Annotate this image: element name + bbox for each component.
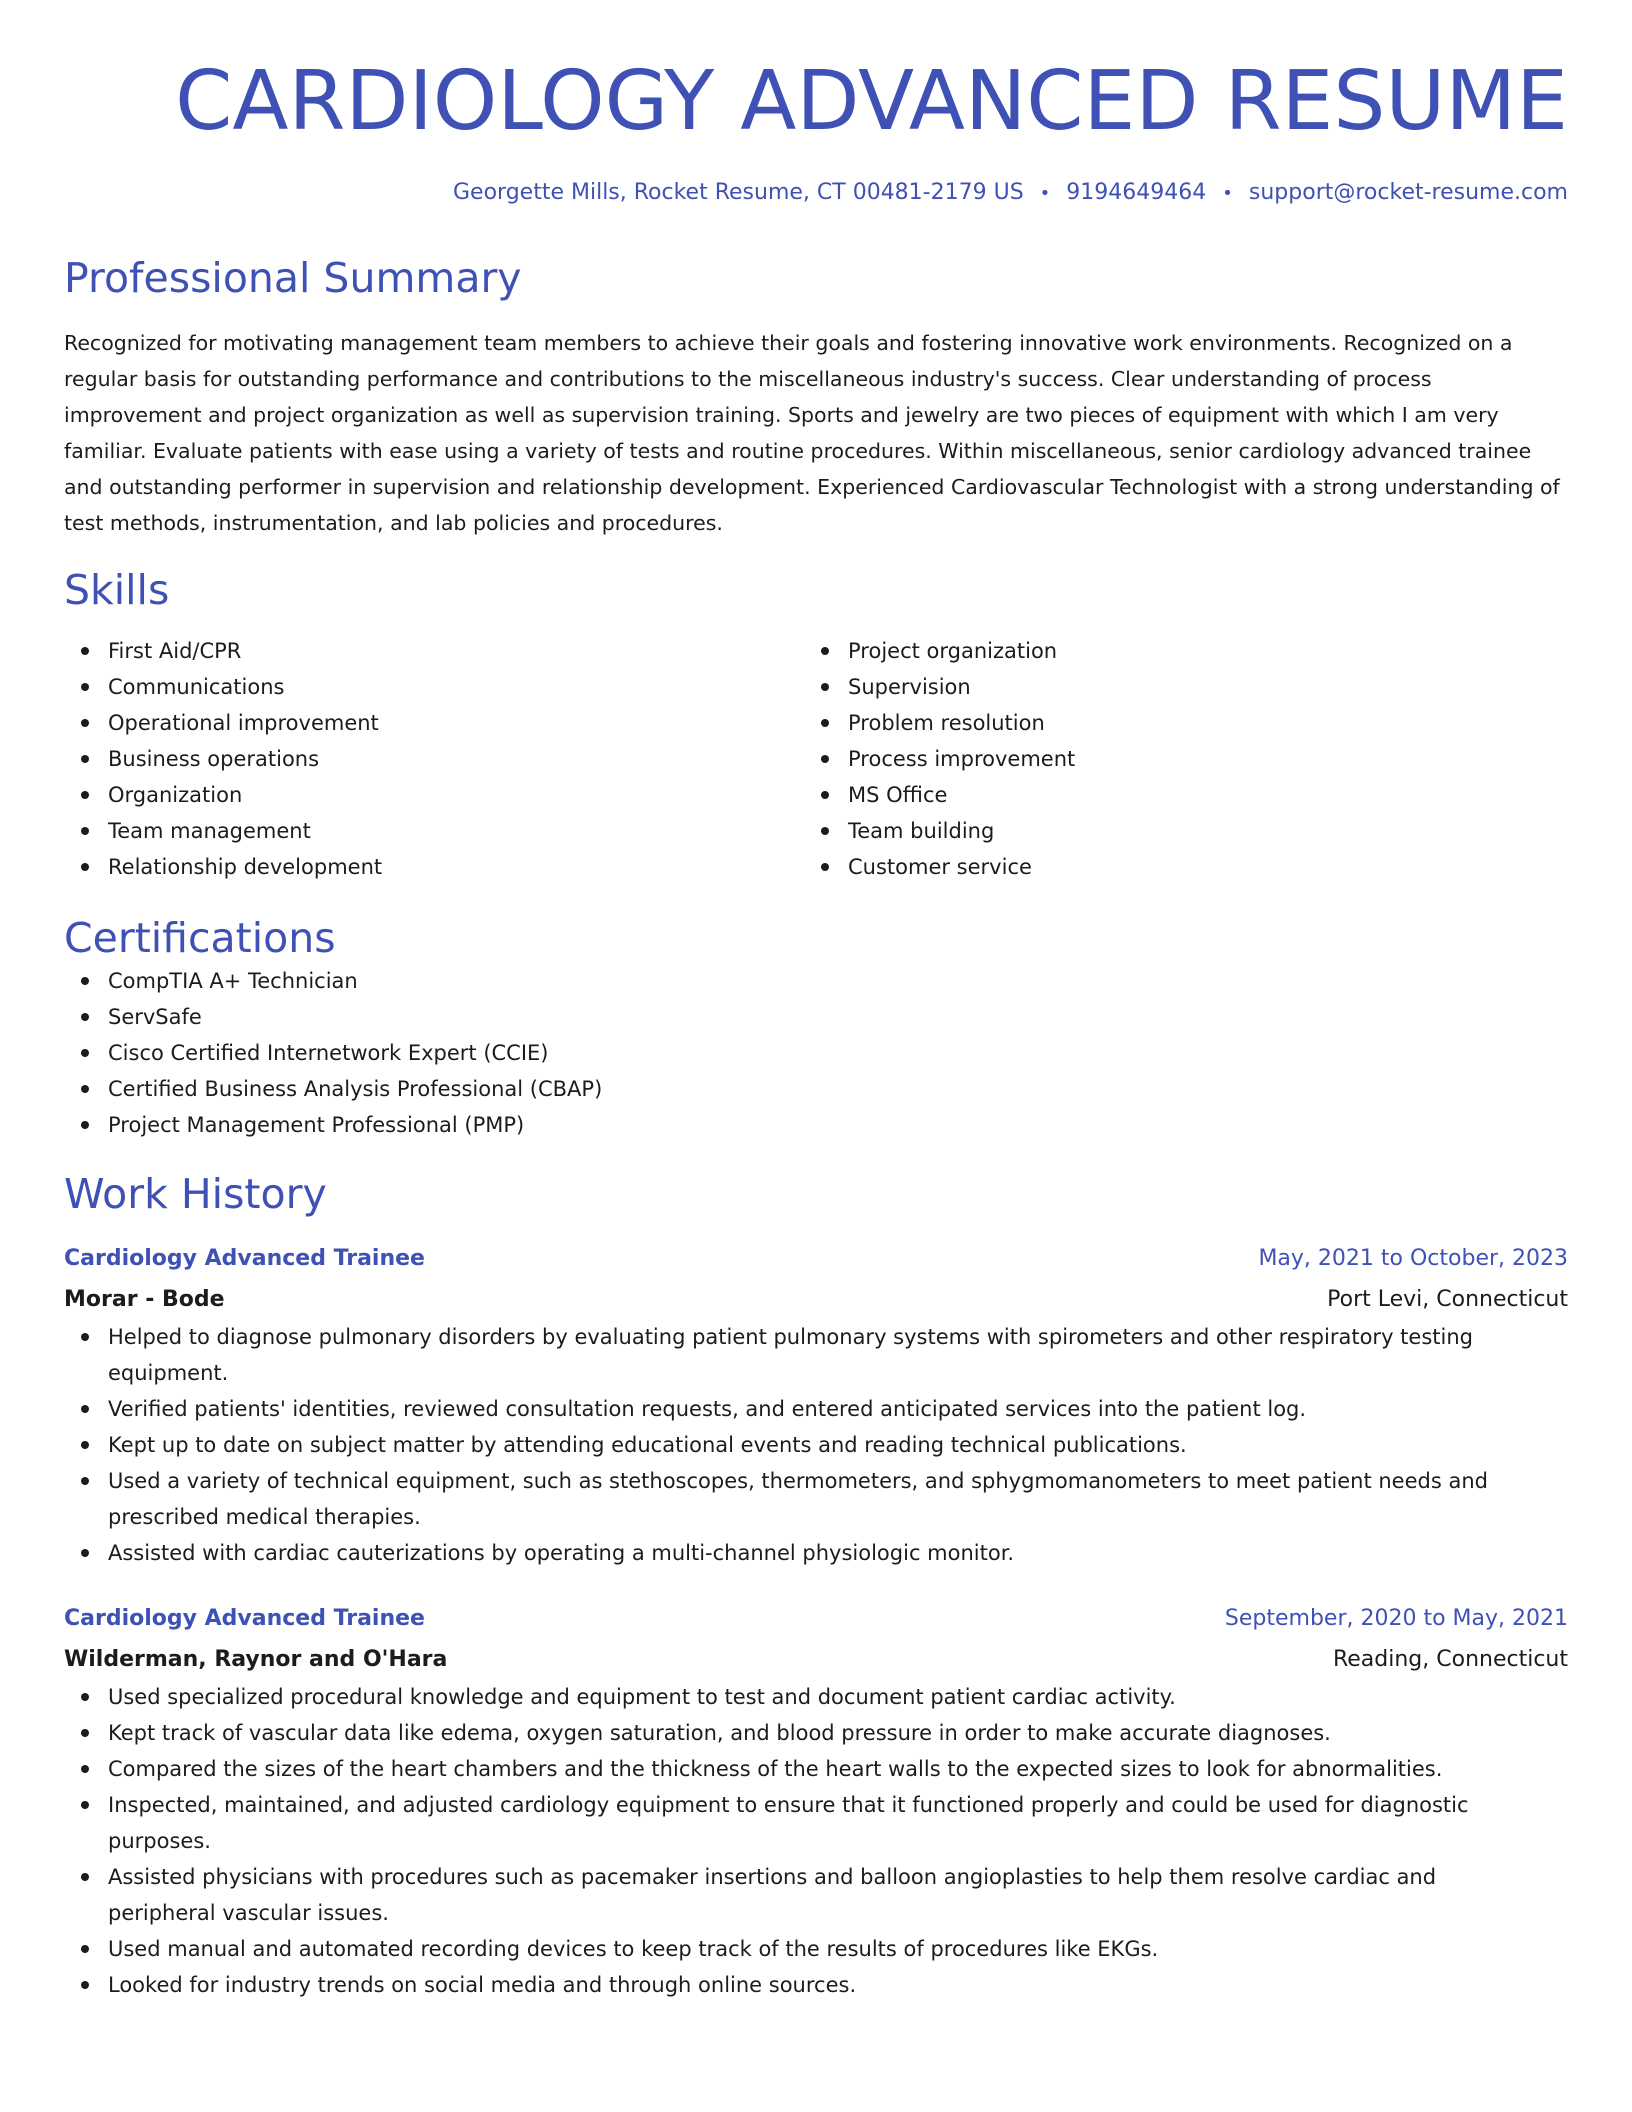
job-header-row <box>64 1601 1568 1637</box>
skills-column-right <box>804 633 1544 885</box>
skills-grid <box>64 633 1568 885</box>
job-duty-item: Kept up to date on subject matter by attending educational events and reading technical publications. <box>64 1427 1568 1463</box>
certification-item: ServSafe <box>64 999 1568 1035</box>
skill-item: Team building <box>804 813 1544 849</box>
job-duty-item: Verified patients' identities, reviewed consultation requests, and entered anticipated services into the patient log. <box>64 1391 1568 1427</box>
job-title: Cardiology Advanced Trainee <box>64 1606 425 1631</box>
contact-separator: • <box>1039 183 1051 204</box>
skill-item: Operational improvement <box>64 705 804 741</box>
skill-item: Communications <box>64 669 804 705</box>
certification-item: CompTIA A+ Technician <box>64 963 1568 999</box>
job-duty-item: Helped to diagnose pulmonary disorders by evaluating patient pulmonary systems with spirometers and other respiratory testing equipment. <box>64 1319 1568 1391</box>
job-duty-item: Compared the sizes of the heart chambers and the thickness of the heart walls to the expected sizes to look for abnormalities. <box>64 1751 1568 1787</box>
job-duties-list <box>64 1319 1568 1571</box>
summary-text: Recognized for motivating management team members to achieve their goals and fostering innovative work environments. Recognized on a regular basis for outstanding performance and contributions to the miscellaneous industry's success. Clear understanding of process improvement and project organization as well as supervision training. Sports and jewelry are two pieces of equipment with which I am very familiar. Evaluate patients with ease using a variety of tests and routine procedures. Within miscellaneous, senior cardiology advanced trainee and outstanding performer in supervision and relationship development. Experienced Cardiovascular Technologist with a strong understanding of test methods, instrumentation, and lab policies and procedures. <box>64 331 1560 535</box>
job-duties-list <box>64 1679 1568 2003</box>
job-duty-item: Used manual and automated recording devices to keep track of the results of procedures like EKGs. <box>64 1931 1568 1967</box>
skills-heading: Skills <box>64 566 170 614</box>
job-dates: September, 2020 to May, 2021 <box>1224 1606 1568 1631</box>
job-employer-row <box>64 1637 1568 1679</box>
skill-item: Team management <box>64 813 804 849</box>
job-duty-item: Assisted physicians with procedures such as pacemaker insertions and balloon angioplasties to help them resolve cardiac and peripheral vascular issues. <box>64 1859 1568 1931</box>
skill-item: Problem resolution <box>804 705 1544 741</box>
skill-item: Customer service <box>804 849 1544 885</box>
job-company: Morar - Bode <box>64 1287 225 1312</box>
work-history-heading: Work History <box>64 1170 327 1218</box>
skill-item: Business operations <box>64 741 804 777</box>
job-entry <box>64 1601 1568 2003</box>
certifications-list <box>64 963 1568 1143</box>
contact-separator: • <box>1222 183 1233 204</box>
job-location: Port Levi, Connecticut <box>1327 1287 1568 1312</box>
job-header-row <box>64 1241 1568 1277</box>
contact-line <box>64 178 1568 209</box>
skill-item: First Aid/CPR <box>64 633 804 669</box>
job-location: Reading, Connecticut <box>1332 1647 1568 1672</box>
job-entry <box>64 1241 1568 1571</box>
job-title: Cardiology Advanced Trainee <box>64 1246 425 1271</box>
skill-item: Project organization <box>804 633 1544 669</box>
resume-title: CARDIOLOGY ADVANCED RESUME <box>175 54 1568 149</box>
job-employer-row <box>64 1277 1568 1319</box>
certification-item: Certified Business Analysis Professional (CBAP) <box>64 1071 1568 1107</box>
skill-item: Relationship development <box>64 849 804 885</box>
skill-item: Supervision <box>804 669 1544 705</box>
job-duty-item: Assisted with cardiac cauterizations by operating a multi-channel physiologic monitor. <box>64 1535 1568 1571</box>
job-company: Wilderman, Raynor and O'Hara <box>64 1647 448 1672</box>
job-duty-item: Looked for industry trends on social media and through online sources. <box>64 1967 1568 2003</box>
job-duty-item: Used specialized procedural knowledge and equipment to test and document patient cardiac activity. <box>64 1679 1568 1715</box>
summary-heading: Professional Summary <box>64 254 522 302</box>
skills-column-left <box>64 633 804 885</box>
contact-address: Georgette Mills, Rocket Resume, CT 00481-2179 US <box>453 180 1024 205</box>
job-dates: May, 2021 to October, 2023 <box>1258 1246 1568 1271</box>
job-duty-item: Inspected, maintained, and adjusted cardiology equipment to ensure that it functioned properly and could be used for diagnostic purposes. <box>64 1787 1568 1859</box>
job-duty-item: Kept track of vascular data like edema, oxygen saturation, and blood pressure in order to make accurate diagnoses. <box>64 1715 1568 1751</box>
skill-item: Organization <box>64 777 804 813</box>
job-duty-item: Used a variety of technical equipment, such as stethoscopes, thermometers, and sphygmomanometers to meet patient needs and prescribed medical therapies. <box>64 1463 1568 1535</box>
skill-item: Process improvement <box>804 741 1544 777</box>
certifications-heading: Certifications <box>64 914 336 962</box>
skill-item: MS Office <box>804 777 1544 813</box>
certification-item: Cisco Certified Internetwork Expert (CCIE) <box>64 1035 1568 1071</box>
contact-phone: 9194649464 <box>1066 180 1207 205</box>
contact-email: support@rocket-resume.com <box>1248 180 1568 205</box>
certification-item: Project Management Professional (PMP) <box>64 1107 1568 1143</box>
